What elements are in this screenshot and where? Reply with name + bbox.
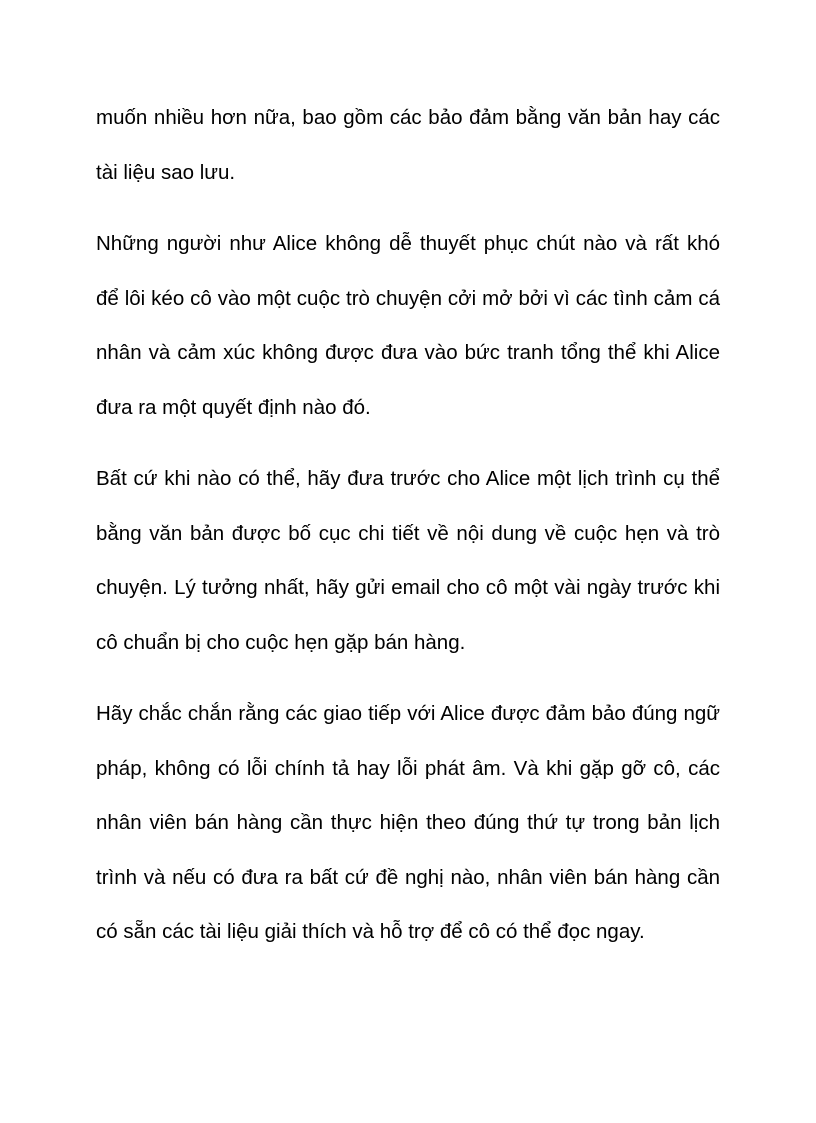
paragraph: Những người như Alice không dễ thuyết phục chút nào và rất khó để lôi kéo cô vào một cuộc trò chuyện cởi mở bởi vì các tình cảm cá nhân và cảm xúc không được đưa vào bức tranh tổng thể khi Alice đưa ra một quyết định nào đó. [96, 232, 720, 419]
paragraph: Bất cứ khi nào có thể, hãy đưa trước cho Alice một lịch trình cụ thể bằng văn bản được bố cục chi tiết về nội dung về cuộc hẹn và trò chuyện. Lý tưởng nhất, hãy gửi email cho cô một vài ngày trước khi cô chuẩn bị cho cuộc hẹn gặp bán hàng. [96, 467, 720, 654]
paragraph: muốn nhiều hơn nữa, bao gồm các bảo đảm bằng văn bản hay các tài liệu sao lưu. [96, 106, 720, 184]
paragraph: Hãy chắc chắn rằng các giao tiếp với Alice được đảm bảo đúng ngữ pháp, không có lỗi chính tả hay lỗi phát âm. Và khi gặp gỡ cô, các nhân viên bán hàng cần thực hiện theo đúng thứ tự trong bản lịch trình và nếu có đưa ra bất cứ đề nghị nào, nhân viên bán hàng cần có sẵn các tài liệu giải thích và hỗ trợ để cô có thể đọc ngay. [96, 702, 720, 943]
document-body [96, 91, 720, 977]
